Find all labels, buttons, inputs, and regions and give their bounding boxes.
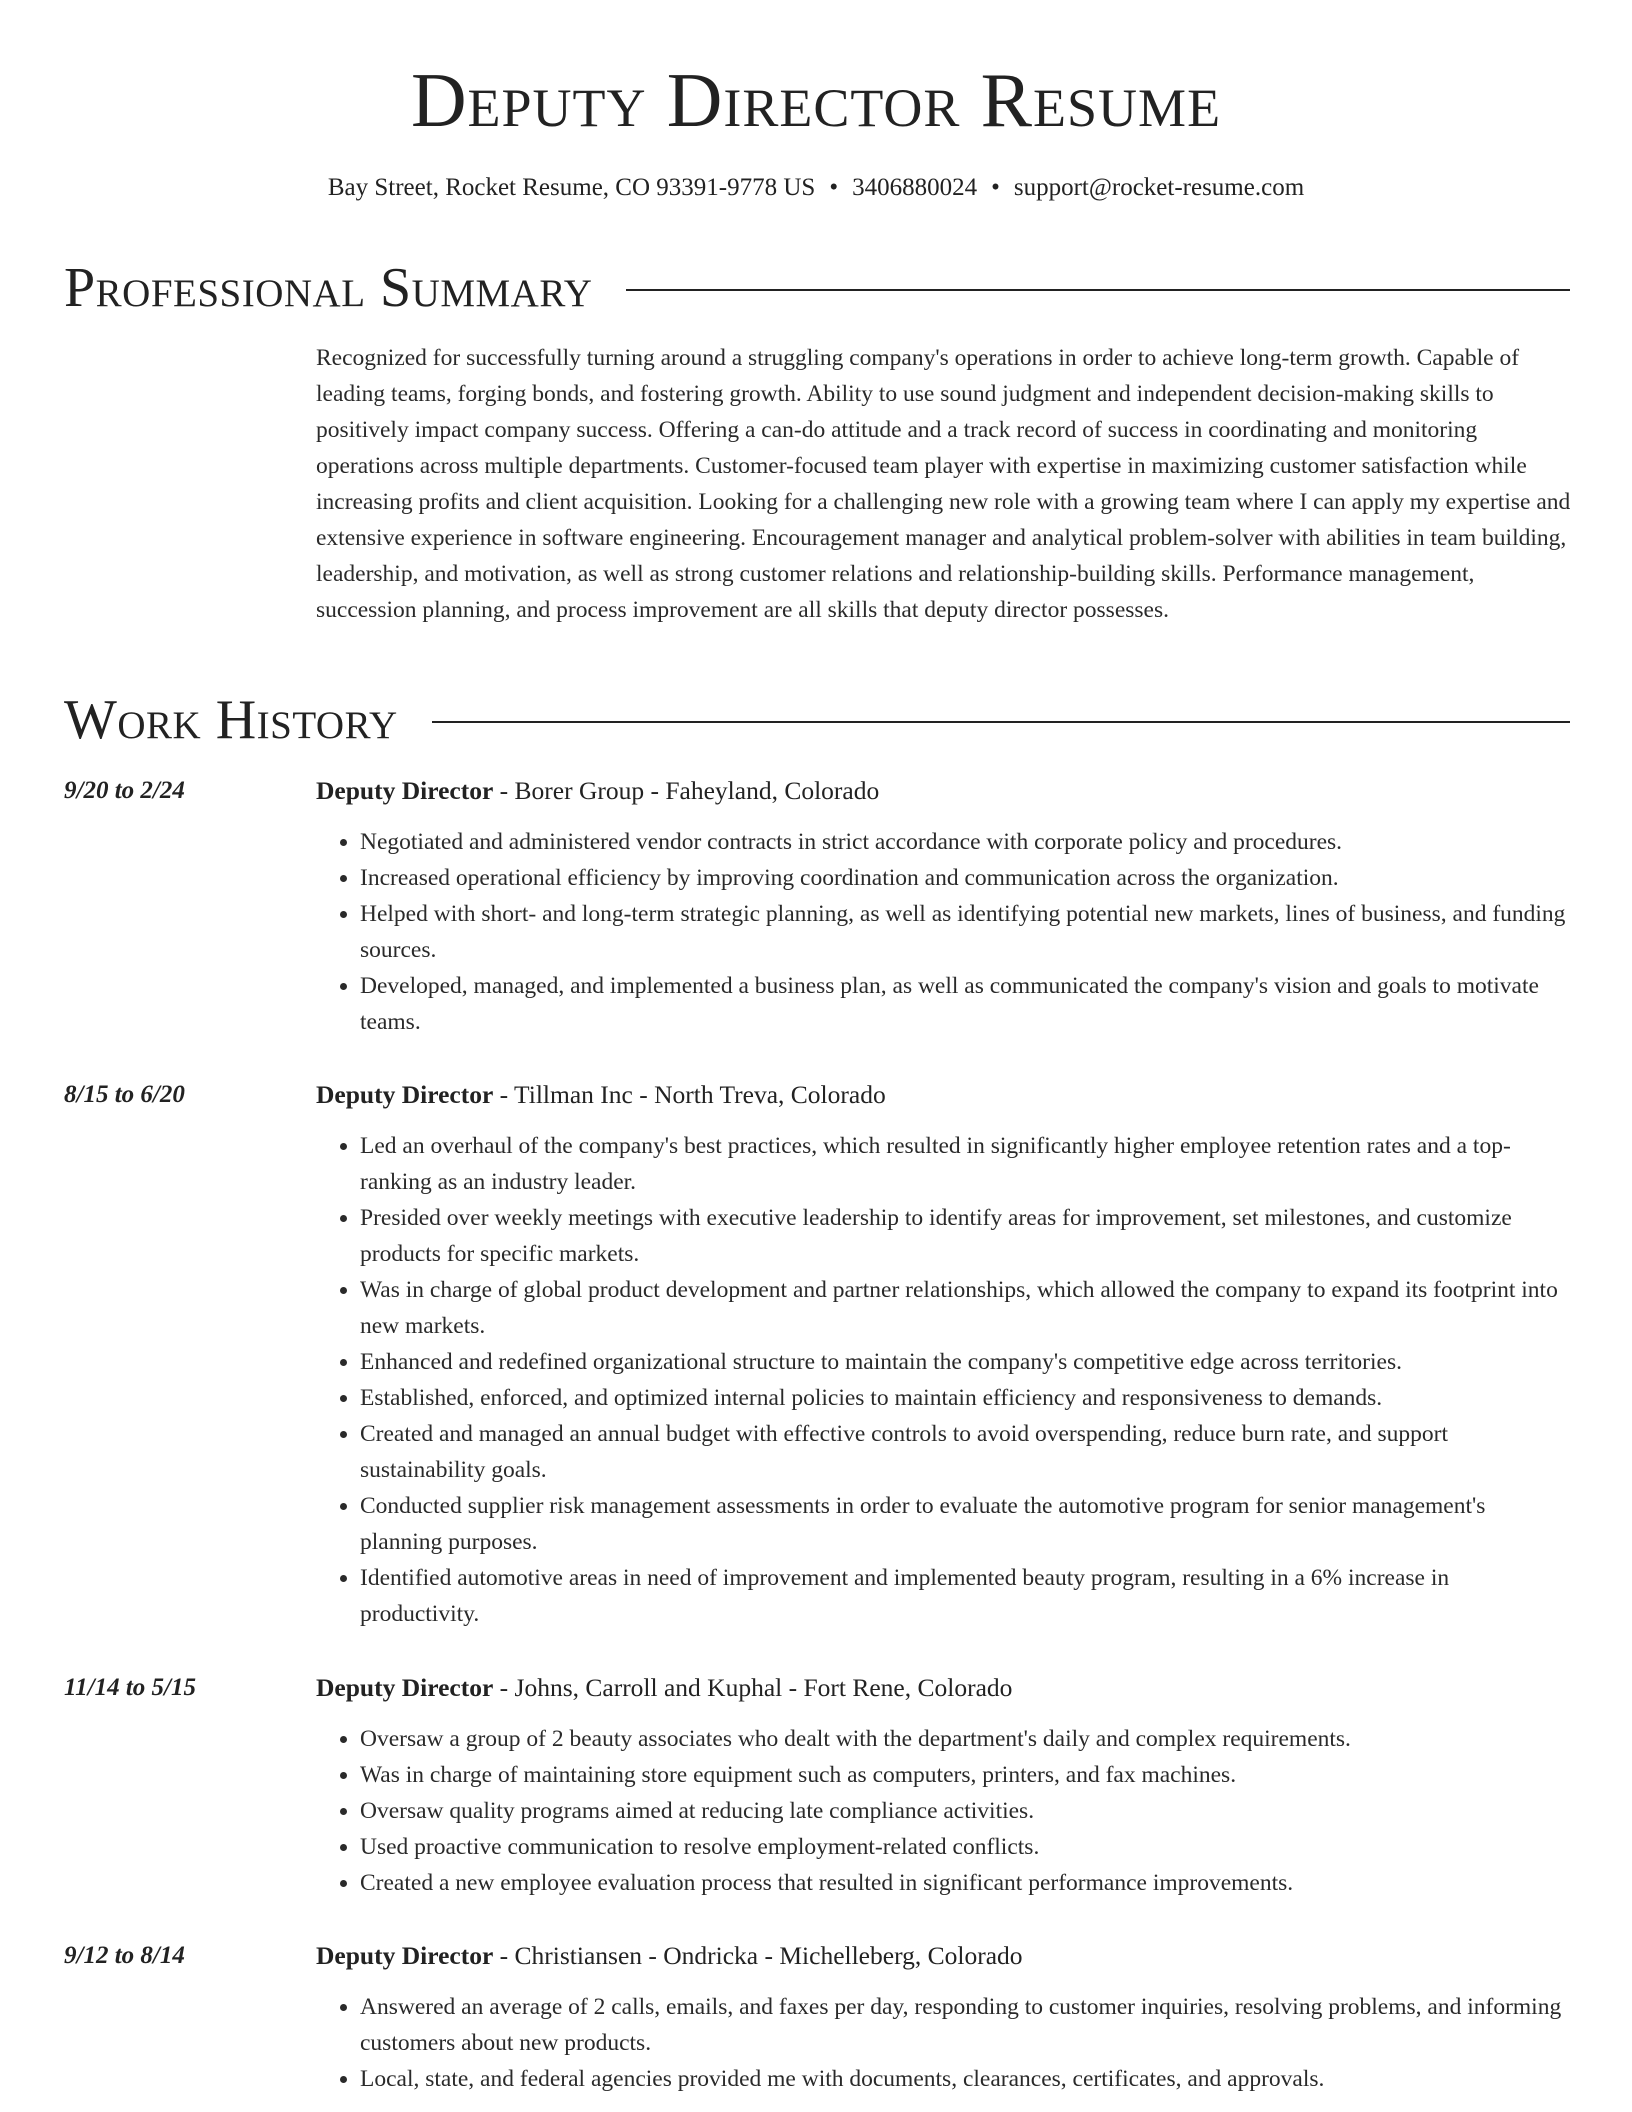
job-bullets: [316, 1989, 1572, 2097]
contact-line: [0, 174, 1632, 202]
summary-paragraph: Recognized for successfully turning around a struggling company's operations in order to achieve long-term growth. Capable of leading teams, forging bonds, and fostering growth. Ability to use sound judgment and independent decision-making skills to positively impact company success. Offering a can-do attitude and a track record of success in coordinating and monitoring operations across multiple departments. Customer-focused team player with expertise in maximizing customer satisfaction while increasing profits and client acquisition. Looking for a challenging new role with a growing team where I can apply my expertise and extensive experience in software engineering. Encouragement manager and analytical problem-solver with abilities in team building, leadership, and motivation, as well as strong customer relations and relationship-building skills. Performance management, succession planning, and process improvement are all skills that deputy director possesses.: [316, 345, 1571, 623]
contact-separator: •: [829, 174, 839, 201]
job-role: Deputy Director: [316, 1941, 494, 1970]
page-title: Deputy Director Resume: [410, 57, 1222, 143]
summary-section-header: [64, 257, 1570, 319]
email-text: support@rocket-resume.com: [1013, 174, 1305, 201]
job-bullet: • Was in charge of maintaining store equipment such as computers, printers, and fax machines.: [360, 1757, 1572, 1793]
job-bullet: • Identified automotive areas in need of improvement and implemented beauty program, resulting in a 6% increase in productivity.: [360, 1560, 1572, 1632]
job-bullet: • Created a new employee evaluation process that resulted in significant performance improvements.: [360, 1865, 1572, 1901]
contact-separator: •: [991, 174, 1000, 201]
job-details: - Christiansen - Ondricka - Michelleberg, Colorado: [493, 1941, 1023, 1970]
job-bullet: • Conducted supplier risk management assessments in order to evaluate the automotive program for senior management's planning purposes.: [360, 1488, 1572, 1560]
job-dates: 11/14 to 5/15: [64, 1674, 196, 1701]
job-bullet: • Used proactive communication to resolve employment-related conflicts.: [360, 1829, 1572, 1865]
job-details: - Tillman Inc - North Treva, Colorado: [493, 1080, 886, 1109]
job-heading: [316, 1939, 1023, 1973]
section-title-work-history: Work History: [64, 689, 398, 751]
job-bullet: • Oversaw quality programs aimed at reducing late compliance activities.: [360, 1793, 1572, 1829]
job-bullet: • Led an overhaul of the company's best practices, which resulted in significantly higher employee retention rates and a top-ranking as an industry leader.: [360, 1128, 1572, 1200]
job-role: Deputy Director: [316, 1673, 494, 1702]
job-bullets: [316, 824, 1572, 1040]
job-bullet: • Oversaw a group of 2 beauty associates who dealt with the department's daily and complex requirements.: [360, 1721, 1572, 1757]
job-dates: 8/15 to 6/20: [64, 1081, 185, 1108]
job-heading: [316, 774, 879, 808]
job-heading: [316, 1671, 1012, 1705]
job-role: Deputy Director: [316, 776, 494, 805]
job-dates: 9/20 to 2/24: [64, 777, 185, 804]
job-details: - Johns, Carroll and Kuphal - Fort Rene, Colorado: [493, 1673, 1013, 1702]
job-bullet: • Created and managed an annual budget with effective controls to avoid overspending, reduce burn rate, and support sustainability goals.: [360, 1416, 1572, 1488]
section-title-summary: Professional Summary: [64, 257, 593, 319]
job-bullets: [316, 1721, 1572, 1901]
job-bullet: • Answered an average of 2 calls, emails, and faxes per day, responding to customer inquiries, resolving problems, and informing customers about new products.: [360, 1989, 1572, 2061]
job-dates: 9/12 to 8/14: [64, 1942, 185, 1969]
job-bullet: • Increased operational efficiency by improving coordination and communication across the organization.: [360, 860, 1572, 896]
phone-text: 3406880024: [852, 174, 978, 201]
address-text: Bay Street, Rocket Resume, CO 93391-9778 US: [327, 174, 816, 201]
job-bullet: • Presided over weekly meetings with executive leadership to identify areas for improvement, set milestones, and customize products for specific markets.: [360, 1200, 1572, 1272]
job-heading: [316, 1078, 886, 1112]
job-bullet: • Helped with short- and long-term strategic planning, as well as identifying potential new markets, lines of business, and funding sources.: [360, 896, 1572, 968]
section-divider: [626, 289, 1570, 291]
job-details: - Borer Group - Faheyland, Colorado: [493, 776, 880, 805]
job-bullet: • Local, state, and federal agencies provided me with documents, clearances, certificates, and approvals.: [360, 2061, 1572, 2097]
job-bullet: • Established, enforced, and optimized internal policies to maintain efficiency and responsiveness to demands.: [360, 1380, 1572, 1416]
work-history-section-header: [64, 689, 1570, 751]
job-bullets: [316, 1128, 1572, 1632]
job-bullet: • Developed, managed, and implemented a business plan, as well as communicated the company's vision and goals to motivate teams.: [360, 968, 1572, 1040]
job-bullet: • Negotiated and administered vendor contracts in strict accordance with corporate policy and procedures.: [360, 824, 1572, 860]
section-divider: [432, 721, 1570, 723]
job-bullet: • Enhanced and redefined organizational structure to maintain the company's competitive edge across territories.: [360, 1344, 1572, 1380]
job-role: Deputy Director: [316, 1080, 494, 1109]
job-bullet: • Was in charge of global product development and partner relationships, which allowed the company to expand its footprint into new markets.: [360, 1272, 1572, 1344]
